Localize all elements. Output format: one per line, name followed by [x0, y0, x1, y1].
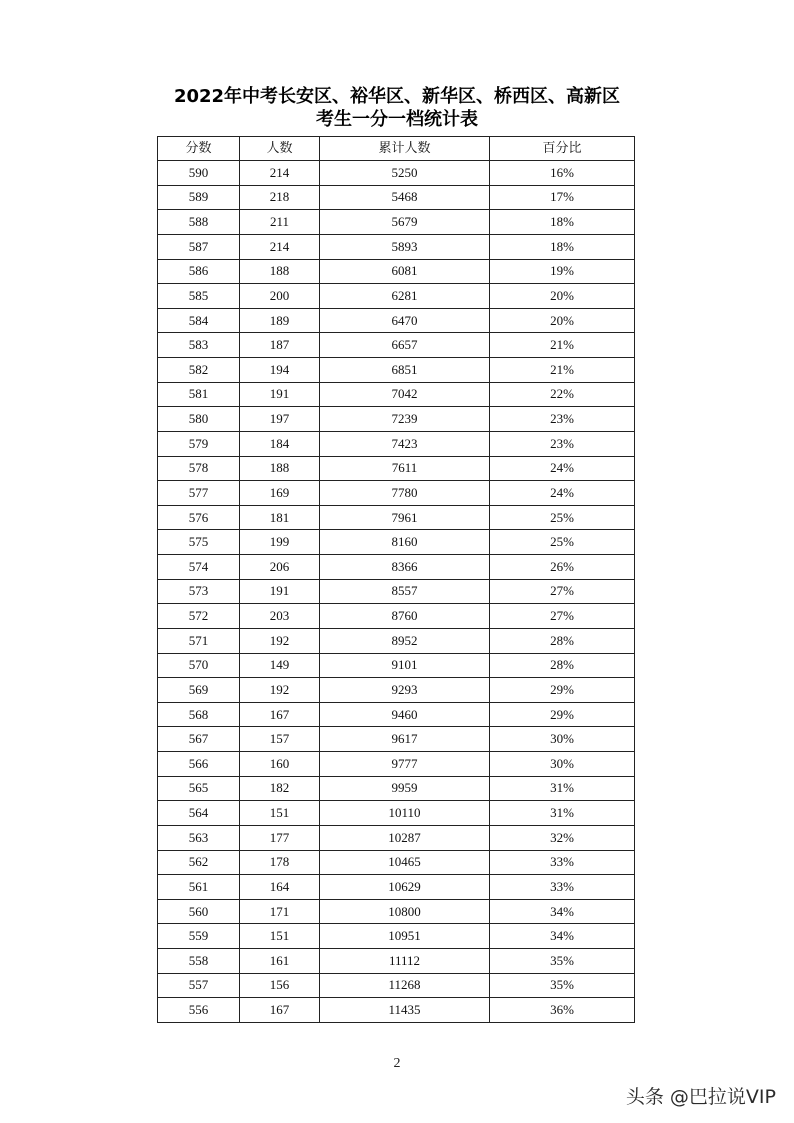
cell-cumulative: 5679: [320, 210, 490, 235]
cell-score: 564: [158, 801, 240, 826]
cell-percentage: 20%: [490, 308, 635, 333]
cell-score: 588: [158, 210, 240, 235]
cell-cumulative: 9101: [320, 653, 490, 678]
cell-score: 571: [158, 628, 240, 653]
table-row: [158, 801, 635, 826]
cell-percentage: 21%: [490, 358, 635, 383]
cell-count: 188: [240, 259, 320, 284]
cell-score: 573: [158, 579, 240, 604]
table-row: [158, 949, 635, 974]
cell-score: 556: [158, 998, 240, 1023]
cell-cumulative: 9777: [320, 752, 490, 777]
cell-cumulative: 8760: [320, 604, 490, 629]
cell-percentage: 24%: [490, 481, 635, 506]
cell-count: 197: [240, 407, 320, 432]
cell-count: 214: [240, 161, 320, 186]
cell-percentage: 18%: [490, 210, 635, 235]
table-row: [158, 161, 635, 186]
table-row: [158, 825, 635, 850]
table-row: [158, 259, 635, 284]
cell-percentage: 24%: [490, 456, 635, 481]
score-distribution-table: [157, 136, 635, 1023]
cell-percentage: 35%: [490, 949, 635, 974]
header-score: 分数: [158, 137, 240, 161]
cell-cumulative: 6470: [320, 308, 490, 333]
cell-count: 200: [240, 284, 320, 309]
cell-cumulative: 7961: [320, 505, 490, 530]
cell-percentage: 36%: [490, 998, 635, 1023]
table-row: [158, 284, 635, 309]
cell-percentage: 33%: [490, 875, 635, 900]
cell-percentage: 30%: [490, 727, 635, 752]
cell-count: 214: [240, 234, 320, 259]
cell-count: 192: [240, 628, 320, 653]
cell-count: 160: [240, 752, 320, 777]
cell-count: 199: [240, 530, 320, 555]
cell-count: 191: [240, 579, 320, 604]
cell-score: 561: [158, 875, 240, 900]
cell-percentage: 28%: [490, 653, 635, 678]
cell-percentage: 31%: [490, 776, 635, 801]
cell-count: 167: [240, 998, 320, 1023]
table-row: [158, 899, 635, 924]
cell-count: 203: [240, 604, 320, 629]
table-row: [158, 752, 635, 777]
cell-cumulative: 9293: [320, 678, 490, 703]
cell-percentage: 34%: [490, 899, 635, 924]
cell-count: 184: [240, 431, 320, 456]
table-row: [158, 308, 635, 333]
cell-count: 177: [240, 825, 320, 850]
cell-score: 575: [158, 530, 240, 555]
cell-cumulative: 7780: [320, 481, 490, 506]
cell-cumulative: 10951: [320, 924, 490, 949]
cell-percentage: 33%: [490, 850, 635, 875]
cell-count: 167: [240, 702, 320, 727]
cell-score: 582: [158, 358, 240, 383]
cell-score: 563: [158, 825, 240, 850]
header-count: 人数: [240, 137, 320, 161]
cell-percentage: 35%: [490, 973, 635, 998]
cell-percentage: 32%: [490, 825, 635, 850]
cell-count: 161: [240, 949, 320, 974]
document-subtitle: 考生一分一档统计表: [316, 109, 478, 130]
cell-count: 171: [240, 899, 320, 924]
table-row: [158, 555, 635, 580]
cell-score: 572: [158, 604, 240, 629]
cell-count: 187: [240, 333, 320, 358]
table-row: [158, 530, 635, 555]
cell-cumulative: 11435: [320, 998, 490, 1023]
table-row: [158, 628, 635, 653]
cell-cumulative: 8952: [320, 628, 490, 653]
cell-count: 188: [240, 456, 320, 481]
cell-score: 567: [158, 727, 240, 752]
cell-score: 557: [158, 973, 240, 998]
cell-cumulative: 7239: [320, 407, 490, 432]
cell-cumulative: 8160: [320, 530, 490, 555]
cell-cumulative: 5468: [320, 185, 490, 210]
cell-percentage: 28%: [490, 628, 635, 653]
cell-score: 562: [158, 850, 240, 875]
cell-percentage: 16%: [490, 161, 635, 186]
table-row: [158, 727, 635, 752]
cell-score: 587: [158, 234, 240, 259]
cell-score: 574: [158, 555, 240, 580]
header-percentage: 百分比: [490, 137, 635, 161]
cell-count: 151: [240, 801, 320, 826]
table-header-row: [158, 137, 635, 161]
cell-score: 558: [158, 949, 240, 974]
cell-percentage: 27%: [490, 579, 635, 604]
cell-score: 583: [158, 333, 240, 358]
table-row: [158, 185, 635, 210]
cell-cumulative: 10629: [320, 875, 490, 900]
cell-percentage: 25%: [490, 530, 635, 555]
cell-cumulative: 11268: [320, 973, 490, 998]
table-row: [158, 875, 635, 900]
cell-score: 568: [158, 702, 240, 727]
table-row: [158, 702, 635, 727]
cell-cumulative: 9460: [320, 702, 490, 727]
cell-score: 579: [158, 431, 240, 456]
cell-cumulative: 9617: [320, 727, 490, 752]
table-row: [158, 924, 635, 949]
table-row: [158, 505, 635, 530]
header-cumulative: 累计人数: [320, 137, 490, 161]
cell-score: 570: [158, 653, 240, 678]
cell-percentage: 29%: [490, 702, 635, 727]
table-row: [158, 407, 635, 432]
table-row: [158, 678, 635, 703]
cell-cumulative: 10465: [320, 850, 490, 875]
watermark: 头条 @巴拉说VIP: [625, 1086, 776, 1108]
cell-count: 169: [240, 481, 320, 506]
cell-cumulative: 6851: [320, 358, 490, 383]
cell-score: 565: [158, 776, 240, 801]
table-row: [158, 481, 635, 506]
table-row: [158, 456, 635, 481]
cell-cumulative: 8557: [320, 579, 490, 604]
cell-cumulative: 6657: [320, 333, 490, 358]
table-row: [158, 579, 635, 604]
cell-cumulative: 11112: [320, 949, 490, 974]
cell-count: 211: [240, 210, 320, 235]
cell-score: 578: [158, 456, 240, 481]
cell-count: 191: [240, 382, 320, 407]
page-number: 2: [393, 1056, 401, 1071]
cell-score: 586: [158, 259, 240, 284]
cell-score: 566: [158, 752, 240, 777]
cell-count: 192: [240, 678, 320, 703]
cell-cumulative: 6081: [320, 259, 490, 284]
cell-cumulative: 5250: [320, 161, 490, 186]
cell-cumulative: 10800: [320, 899, 490, 924]
cell-count: 181: [240, 505, 320, 530]
document-title: 2022年中考长安区、裕华区、新华区、桥西区、高新区: [173, 86, 621, 107]
table-row: [158, 382, 635, 407]
cell-percentage: 31%: [490, 801, 635, 826]
table-row: [158, 850, 635, 875]
cell-score: 584: [158, 308, 240, 333]
cell-cumulative: 9959: [320, 776, 490, 801]
cell-percentage: 19%: [490, 259, 635, 284]
cell-cumulative: 8366: [320, 555, 490, 580]
cell-percentage: 27%: [490, 604, 635, 629]
cell-count: 218: [240, 185, 320, 210]
cell-score: 581: [158, 382, 240, 407]
cell-percentage: 34%: [490, 924, 635, 949]
cell-count: 178: [240, 850, 320, 875]
cell-percentage: 21%: [490, 333, 635, 358]
table-row: [158, 776, 635, 801]
cell-score: 585: [158, 284, 240, 309]
cell-score: 577: [158, 481, 240, 506]
table-row: [158, 604, 635, 629]
cell-score: 560: [158, 899, 240, 924]
table-row: [158, 431, 635, 456]
cell-count: 182: [240, 776, 320, 801]
cell-count: 194: [240, 358, 320, 383]
cell-percentage: 22%: [490, 382, 635, 407]
cell-score: 559: [158, 924, 240, 949]
table-row: [158, 358, 635, 383]
cell-count: 151: [240, 924, 320, 949]
table-row: [158, 234, 635, 259]
cell-score: 590: [158, 161, 240, 186]
cell-score: 569: [158, 678, 240, 703]
cell-count: 156: [240, 973, 320, 998]
table-row: [158, 998, 635, 1023]
cell-score: 589: [158, 185, 240, 210]
cell-cumulative: 10287: [320, 825, 490, 850]
cell-count: 189: [240, 308, 320, 333]
cell-cumulative: 5893: [320, 234, 490, 259]
cell-percentage: 23%: [490, 431, 635, 456]
cell-cumulative: 10110: [320, 801, 490, 826]
cell-percentage: 30%: [490, 752, 635, 777]
cell-cumulative: 7423: [320, 431, 490, 456]
cell-score: 580: [158, 407, 240, 432]
table-row: [158, 653, 635, 678]
cell-percentage: 25%: [490, 505, 635, 530]
table-row: [158, 973, 635, 998]
cell-percentage: 23%: [490, 407, 635, 432]
table-row: [158, 210, 635, 235]
cell-count: 149: [240, 653, 320, 678]
cell-percentage: 17%: [490, 185, 635, 210]
cell-percentage: 20%: [490, 284, 635, 309]
cell-percentage: 29%: [490, 678, 635, 703]
table-body: [158, 161, 635, 1023]
cell-count: 157: [240, 727, 320, 752]
table-row: [158, 333, 635, 358]
cell-cumulative: 7611: [320, 456, 490, 481]
cell-cumulative: 6281: [320, 284, 490, 309]
cell-percentage: 26%: [490, 555, 635, 580]
cell-score: 576: [158, 505, 240, 530]
cell-cumulative: 7042: [320, 382, 490, 407]
cell-count: 164: [240, 875, 320, 900]
cell-count: 206: [240, 555, 320, 580]
cell-percentage: 18%: [490, 234, 635, 259]
